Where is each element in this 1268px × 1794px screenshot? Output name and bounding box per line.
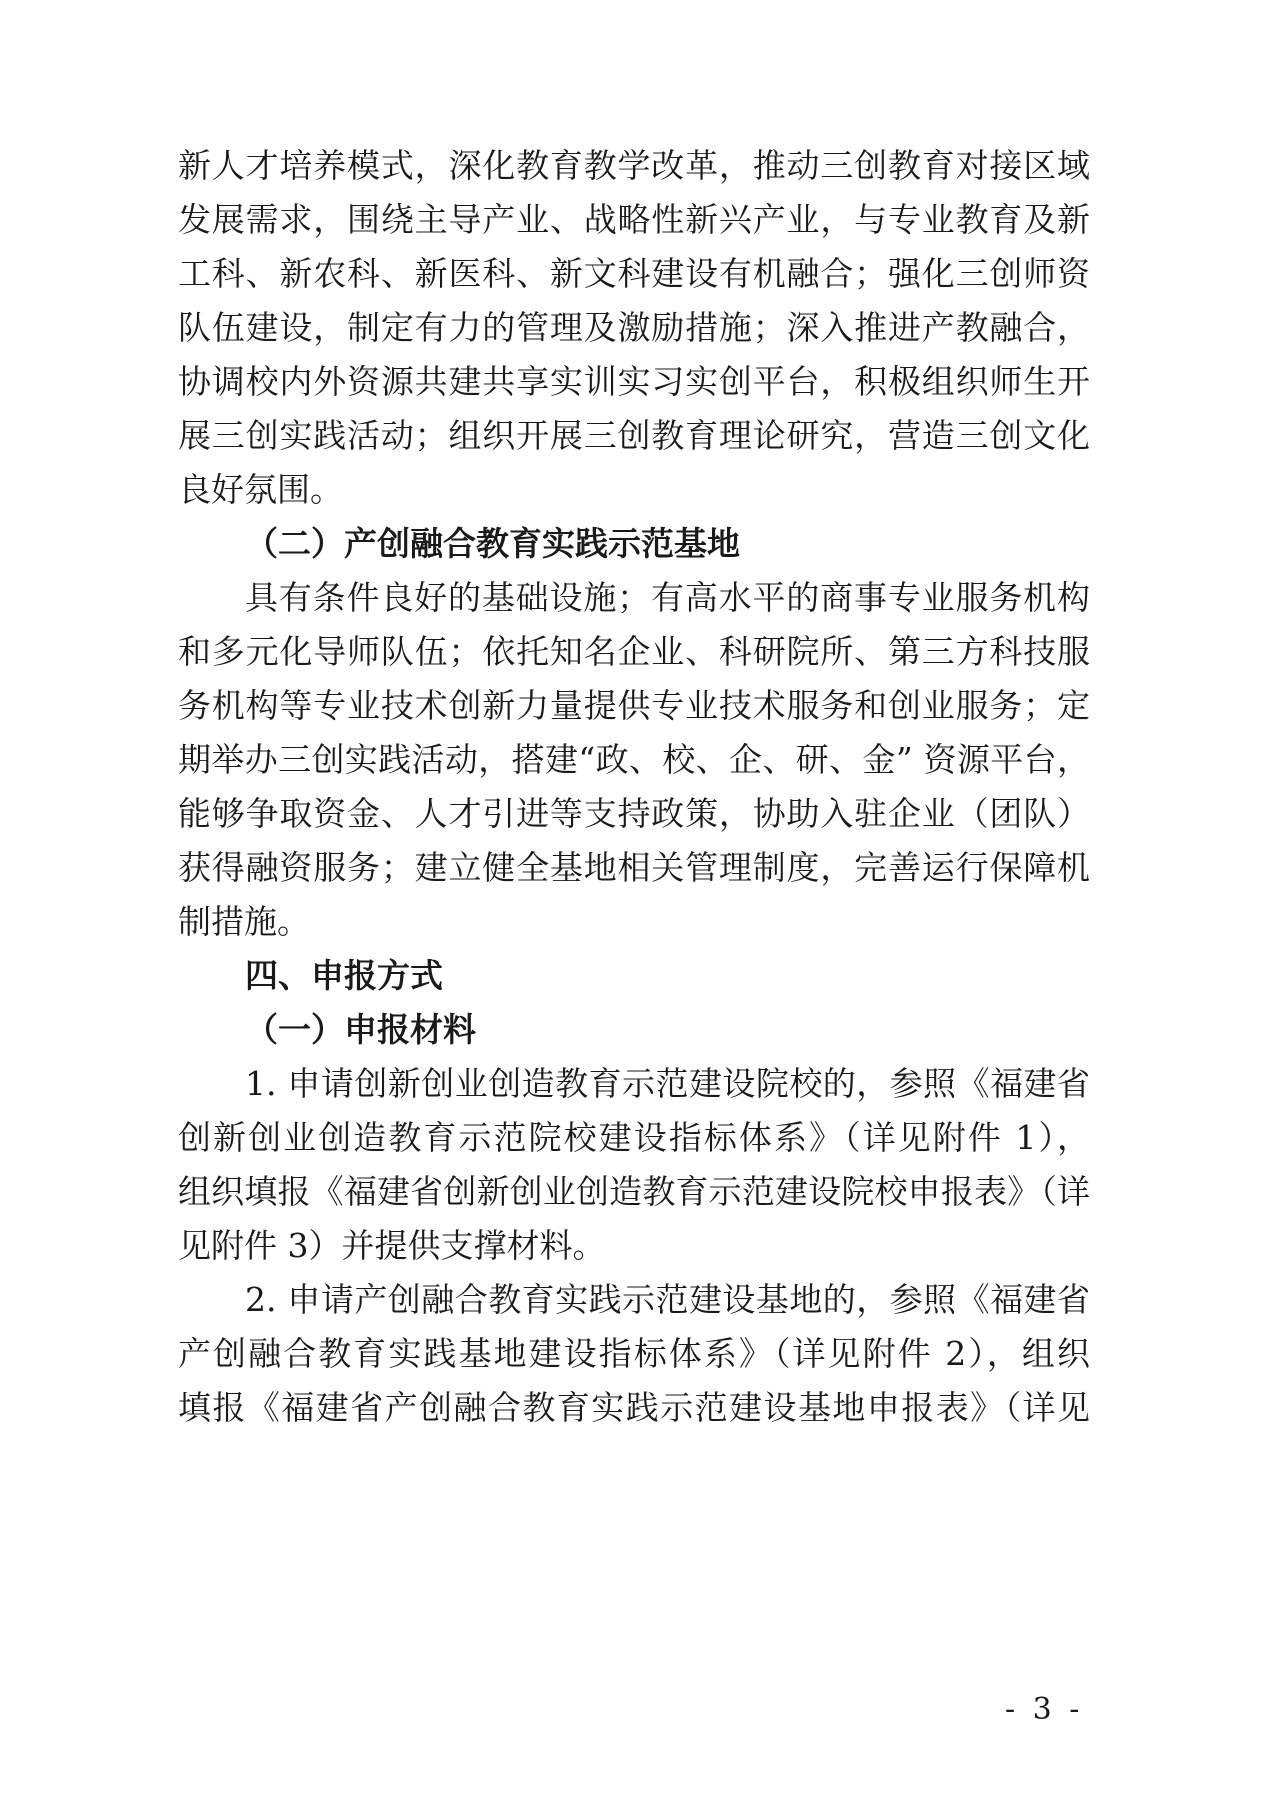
page-number: - 3 - <box>1005 1692 1084 1727</box>
paragraph-line: 2. 申请产创融合教育实践示范建设基地的，参照《福建省 <box>245 1280 1090 1319</box>
paragraph-line: 创新创业创造教育示范院校建设指标体系》（详见附件 1）， <box>178 1118 1090 1157</box>
paragraph-line: 和多元化导师队伍；依托知名企业、科研院所、第三方科技服 <box>178 632 1090 671</box>
paragraph-line: 具有条件良好的基础设施；有高水平的商事专业服务机构 <box>245 578 1090 617</box>
paragraph-line: 填报《福建省产创融合教育实践示范建设基地申报表》（详见 <box>178 1388 1090 1427</box>
paragraph-line: 队伍建设，制定有力的管理及激励措施；深入推进产教融合， <box>178 308 1090 347</box>
paragraph-line: 发展需求，围绕主导产业、战略性新兴产业，与专业教育及新 <box>178 200 1090 239</box>
paragraph-line: 见附件 3）并提供支撑材料。 <box>178 1226 606 1265</box>
paragraph-line: 工科、新农科、新医科、新文科建设有机融合；强化三创师资 <box>178 254 1090 293</box>
paragraph-line: 获得融资服务；建立健全基地相关管理制度，完善运行保障机 <box>178 848 1090 887</box>
subsection-heading: （一）申报材料 <box>245 1010 476 1049</box>
paragraph-line: 展三创实践活动；组织开展三创教育理论研究，营造三创文化 <box>178 416 1090 455</box>
paragraph-line: 制措施。 <box>178 902 310 941</box>
paragraph-line: 良好氛围。 <box>178 470 343 509</box>
paragraph-line: 能够争取资金、人才引进等支持政策，协助入驻企业（团队） <box>178 794 1090 833</box>
paragraph-line: 务机构等专业技术创新力量提供专业技术服务和创业服务；定 <box>178 686 1090 725</box>
section-heading: 四、申报方式 <box>245 956 443 995</box>
paragraph-line: 组织填报《福建省创新创业创造教育示范建设院校申报表》（详 <box>178 1172 1090 1211</box>
paragraph-line: 期举办三创实践活动，搭建“政、校、企、研、金” 资源平台， <box>178 740 1090 779</box>
paragraph-line: 新人才培养模式，深化教育教学改革，推动三创教育对接区域 <box>178 146 1090 185</box>
paragraph-line: 产创融合教育实践基地建设指标体系》（详见附件 2），组织 <box>178 1334 1090 1373</box>
paragraph-line: 协调校内外资源共建共享实训实习实创平台，积极组织师生开 <box>178 362 1090 401</box>
subsection-heading: （二）产创融合教育实践示范基地 <box>245 524 740 563</box>
paragraph-line: 1. 申请创新创业创造教育示范建设院校的，参照《福建省 <box>245 1064 1090 1103</box>
